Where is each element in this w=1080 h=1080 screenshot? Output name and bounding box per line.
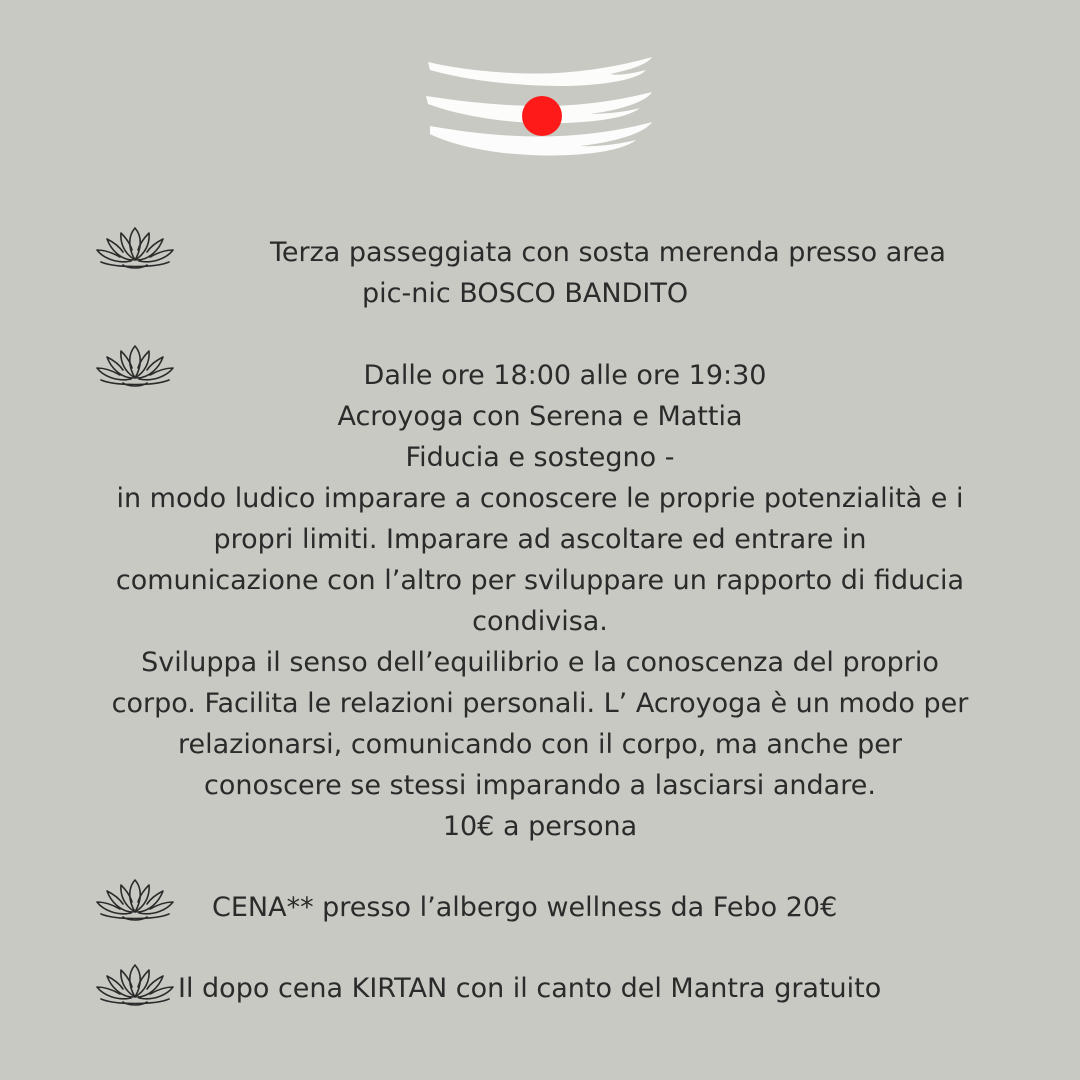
lotus-icon <box>93 874 177 924</box>
red-dot <box>522 96 562 136</box>
description-line: propri limiti. Imparare ad ascoltare ed entrare in <box>213 524 867 555</box>
section-1-line-2: pic-nic BOSCO BANDITO <box>362 278 689 309</box>
dinner-line: CENA** presso l’albergo wellness da Febo 20€ <box>212 892 838 923</box>
lotus-icon <box>93 959 177 1009</box>
section-1-line-1: Terza passeggiata con sosta merenda presso area <box>270 237 946 268</box>
description-line: relazionarsi, comunicando con il corpo, ma anche per <box>177 729 902 760</box>
price-line: 10€ a persona <box>442 811 638 842</box>
description-line: Sviluppa il senso dell’equilibrio e la conoscenza del proprio <box>141 647 939 678</box>
lotus-icon <box>93 222 177 272</box>
description-line: corpo. Facilita le relazioni personali. L’ Acroyoga è un modo per <box>111 688 969 719</box>
activity-title: Acroyoga con Serena e Mattia <box>337 401 743 432</box>
description-line: conoscere se stessi imparando a lasciarsi andare. <box>204 770 876 801</box>
description-line: condivisa. <box>472 606 608 637</box>
time-line: Dalle ore 18:00 alle ore 19:30 <box>363 360 767 391</box>
description-line: in modo ludico imparare a conoscere le proprie potenzialità e i <box>116 483 964 514</box>
brush-logo <box>420 50 660 165</box>
activity-subtitle: Fiducia e sostegno - <box>405 442 675 473</box>
kirtan-line: Il dopo cena KIRTAN con il canto del Mantra gratuito <box>178 973 882 1004</box>
description-line: comunicazione con l’altro per sviluppare un rapporto di fiducia <box>115 565 965 596</box>
